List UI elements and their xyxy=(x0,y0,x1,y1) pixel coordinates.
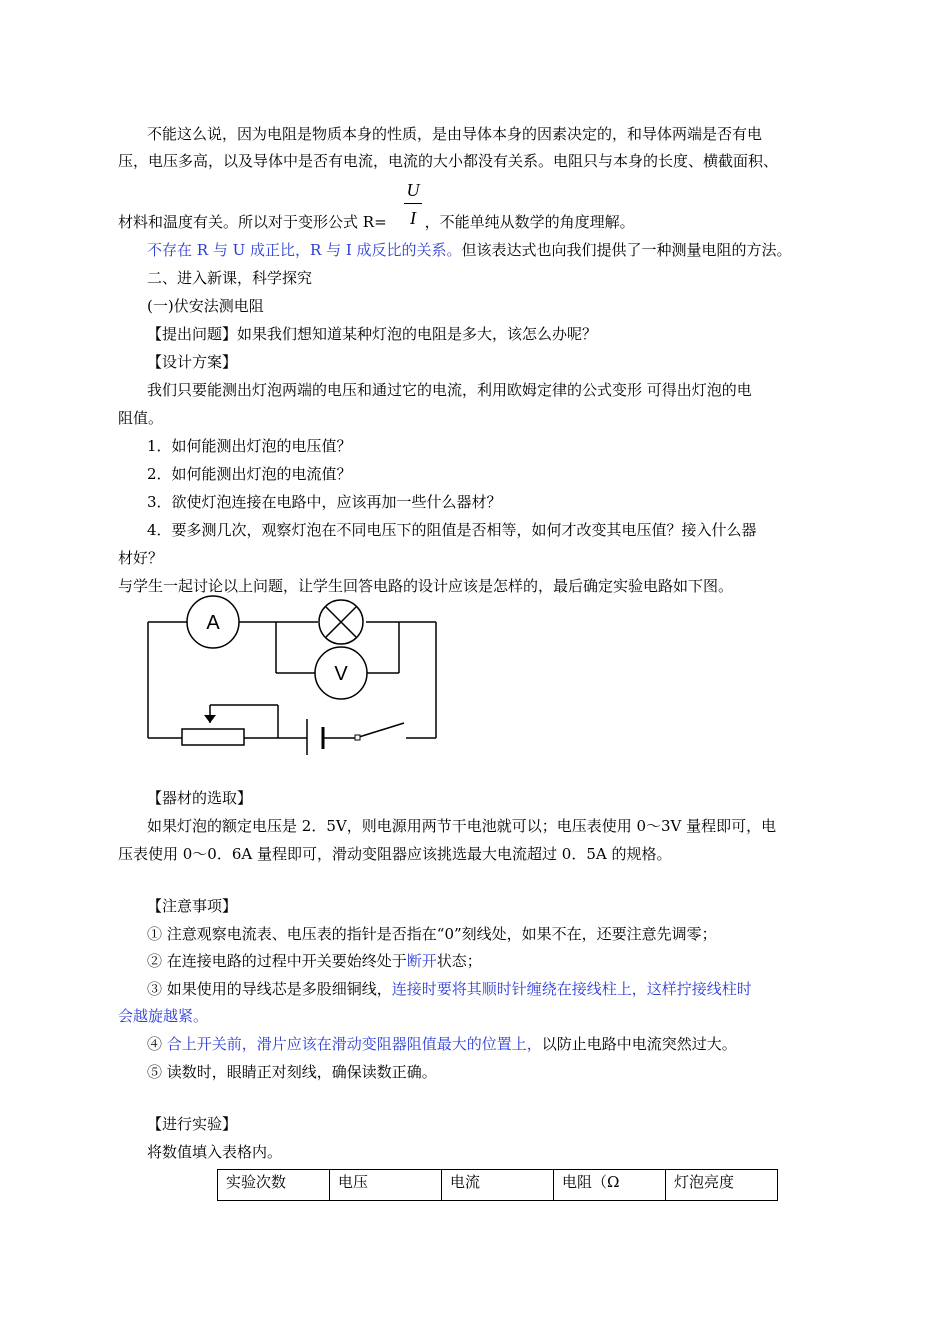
note-text: 状态； xyxy=(436,952,482,970)
fraction-u-over-i xyxy=(402,180,424,228)
note-item-continuation: 会越旋越紧。 xyxy=(118,1007,209,1025)
fraction-bar xyxy=(404,203,422,204)
voltmeter-label: V xyxy=(334,663,348,685)
ammeter-label: A xyxy=(206,612,220,634)
list-item: 4．要多测几次，观察灯泡在不同电压下的阻值是否相等，如何才改变其电压值？接入什么器 xyxy=(147,521,757,539)
switch-blade xyxy=(359,723,404,737)
table-header-cell: 电流 xyxy=(442,1170,554,1201)
note-item xyxy=(147,1034,737,1054)
paragraph-line xyxy=(147,240,792,260)
experiment-heading: 【进行实验】 xyxy=(147,1115,238,1133)
note-text: 以防止电路中电流突然过大。 xyxy=(541,1035,737,1053)
paragraph-line: 我们只要能测出灯泡两端的电压和通过它的电流，利用欧姆定律的公式变形 可得出灯泡的电 xyxy=(147,381,752,399)
section-heading: 二、进入新课，科学探究 xyxy=(147,269,313,287)
list-item: 3．欲使灯泡连接在电路中，应该再加一些什么器材？ xyxy=(147,493,502,511)
table-header-row xyxy=(218,1170,778,1201)
table-header-cell: 实验次数 xyxy=(218,1170,330,1201)
note-item xyxy=(147,951,482,971)
rheostat-body xyxy=(182,729,244,745)
paragraph-line: 不能这么说，因为电阻是物质本身的性质，是由导体本身的因素决定的，和导体两端是否有电 xyxy=(147,125,763,143)
note-text: ④ xyxy=(147,1035,167,1053)
data-table xyxy=(217,1169,778,1201)
highlighted-text: 不存在 R 与 U 成正比，R 与 I 成反比的关系。 xyxy=(147,241,462,259)
highlighted-text: 断开 xyxy=(406,952,437,970)
formula-text-before: 材料和温度有关。所以对于变形公式 R= xyxy=(118,213,387,231)
formula-text-after: ，不能单纯从数学的角度理解。 xyxy=(424,213,635,231)
slider-arrow-head xyxy=(204,715,216,723)
paragraph-line: 与学生一起讨论以上问题，让学生回答电路的设计应该是怎样的，最后确定实验电路如下图。 xyxy=(118,577,734,595)
table-header-cell: 灯泡亮度 xyxy=(666,1170,778,1201)
notes-heading: 【注意事项】 xyxy=(147,897,238,915)
note-text: ③ 如果使用的导线芯是多股细铜线， xyxy=(147,980,392,998)
table-header-cell: 电压 xyxy=(330,1170,442,1201)
note-text: ② 在连接电路的过程中开关要始终处于 xyxy=(147,952,407,970)
list-item: 2．如何能测出灯泡的电流值？ xyxy=(147,465,352,483)
question-text: 【提出问题】如果我们想知道某种灯泡的电阻是多大，该怎么办呢？ xyxy=(147,325,598,343)
paragraph-line: 压，电压多高，以及导体中是否有电流，电流的大小都没有关系。电阻只与本身的长度、横截面积、 xyxy=(118,152,779,170)
plain-text: 但该表达式也向我们提供了一种测量电阻的方法。 xyxy=(461,241,792,259)
design-heading: 【设计方案】 xyxy=(147,353,238,371)
fraction-denominator: I xyxy=(410,208,416,228)
note-item: ⑤ 读数时，眼睛正对刻线，确保读数正确。 xyxy=(147,1063,437,1081)
circuit-diagram xyxy=(140,595,440,755)
list-item: 材好？ xyxy=(118,549,164,567)
switch-pivot xyxy=(355,735,360,740)
equipment-heading: 【器材的选取】 xyxy=(147,789,253,807)
formula-line xyxy=(118,212,635,232)
note-item xyxy=(147,979,752,999)
highlighted-text: 合上开关前，滑片应该在滑动变阻器阻值最大的位置上， xyxy=(166,1035,542,1053)
paragraph-line: 压表使用 0～0．6A 量程即可，滑动变阻器应该挑选最大电流超过 0．5A 的规格。 xyxy=(118,845,672,863)
fraction-numerator: U xyxy=(406,180,420,200)
list-item: 1．如何能测出灯泡的电压值？ xyxy=(147,437,352,455)
paragraph-line: 将数值填入表格内。 xyxy=(147,1143,283,1161)
highlighted-text: 连接时要将其顺时针缠绕在接线柱上，这样拧接线柱时 xyxy=(391,980,752,998)
note-item: ① 注意观察电流表、电压表的指针是否指在“0”刻线处，如果不在，还要注意先调零； xyxy=(147,925,717,943)
table-header-cell: 电阻（Ω xyxy=(554,1170,666,1201)
paragraph-line: 阻值。 xyxy=(118,409,164,427)
paragraph-line: 如果灯泡的额定电压是 2．5V，则电源用两节干电池就可以；电压表使用 0～3V 量程即可，电 xyxy=(147,817,777,835)
subsection-heading: (一)伏安法测电阻 xyxy=(147,297,264,315)
